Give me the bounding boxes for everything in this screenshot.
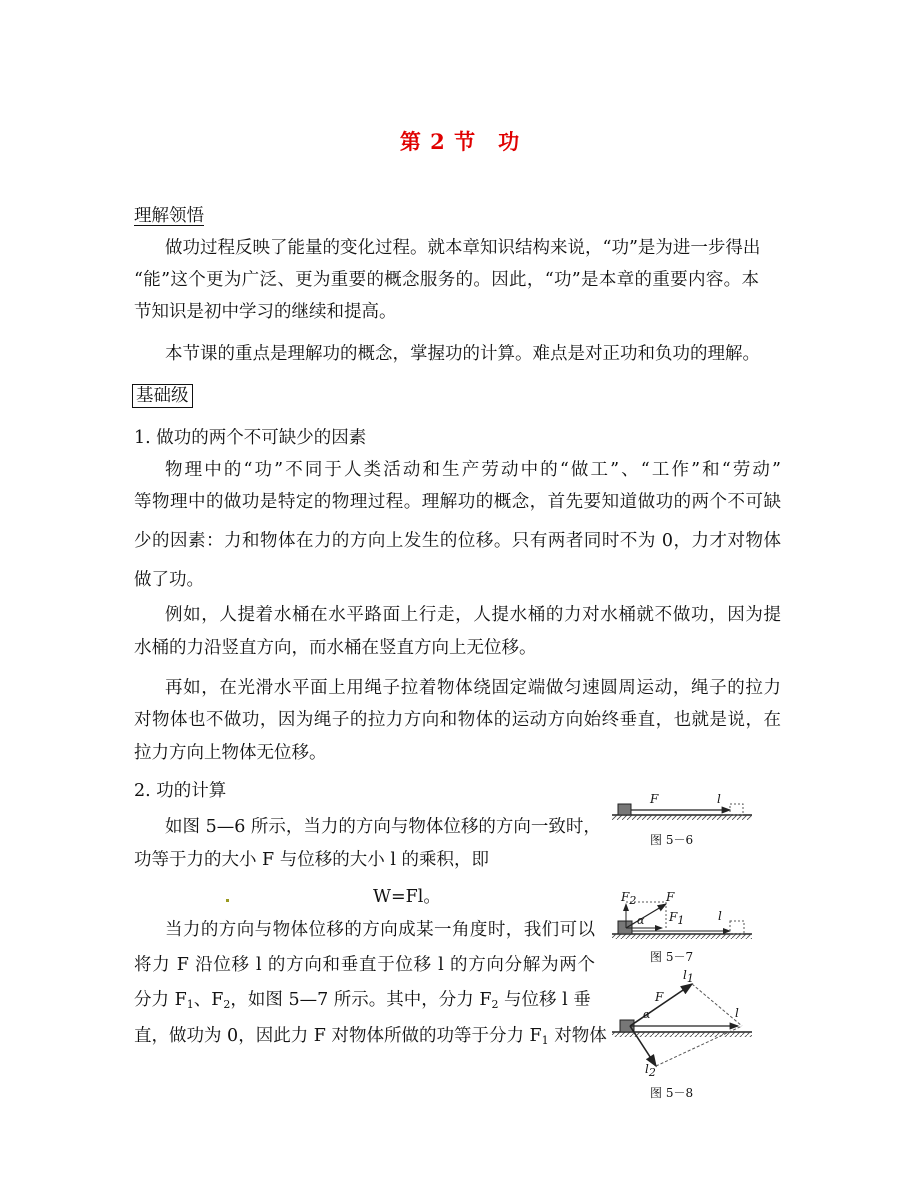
figure-5-6 [612, 792, 757, 847]
paragraph-line: “能”这个更为广泛、更为重要的概念服务的。因此，“功”是本章的重要内容。本 [134, 270, 759, 290]
l1-label: $l_1$ [683, 968, 694, 985]
f2-label: $F_2$ [621, 890, 637, 907]
paragraph-line: 将力 F 沿位移 l 的方向和垂直于位移 l 的方向分解为两个 [134, 955, 595, 975]
speck-mark [226, 899, 229, 902]
page-title: 第 2 节 功 [399, 129, 521, 154]
figure-caption: 图 5－7 [650, 950, 694, 964]
displacement-label: l [735, 1006, 739, 1020]
paragraph-line: 直，做功为 0，因此力 F 对物体所做的功等于分力 $F_1$ 对物体 [134, 1026, 607, 1047]
paragraph-line: 对物体也不做功，因为绳子的拉力方向和物体的运动方向始终垂直，也就是说，在 [134, 710, 781, 730]
displacement-label: l [718, 909, 722, 923]
paragraph-line: 分力 $F_1$、$F_2$，如图 5—7 所示。其中，分力 $F_2$ 与位移 l 垂 [134, 990, 591, 1011]
paragraph-line: 拉力方向上物体无位移。 [134, 743, 327, 763]
figure-caption: 图 5－6 [650, 833, 694, 847]
force-label: F [655, 990, 664, 1004]
angle-label: α [643, 1008, 651, 1021]
figure-5-7 [612, 888, 757, 964]
item2-heading: 2. 功的计算 [134, 781, 227, 801]
paragraph-line: 少的因素：力和物体在力的方向上发生的位移。只有两者同时不为 0，力才对物体 [134, 531, 781, 551]
angle-label: α [637, 914, 645, 927]
level-badge: 基础级 [132, 384, 193, 408]
f1-label: $F_1$ [669, 910, 685, 927]
paragraph-line: 再如，在光滑水平面上用绳子拉着物体绕固定端做匀速圆周运动，绳子的拉力 [165, 678, 781, 698]
item1-heading: 1. 做功的两个不可缺少的因素 [134, 428, 367, 448]
paragraph-line: 做了功。 [134, 570, 204, 590]
formula: W=Fl。 [373, 887, 441, 907]
level-label [132, 384, 193, 408]
paragraph-line: 功等于力的大小 F 与位移的大小 l 的乘积，即 [134, 850, 489, 870]
paragraph-line: 节知识是初中学习的继续和提高。 [134, 302, 397, 322]
figure-5-8 [612, 968, 757, 1100]
paragraph-line: 本节课的重点是理解功的概念，掌握功的计算。难点是对正功和负功的理解。 [165, 344, 760, 364]
force-label: F [650, 792, 659, 806]
paragraph-line: 物理中的“功”不同于人类活动和生产劳动中的“做工”、“工作”和“劳动” [165, 460, 781, 480]
paragraph-line: 等物理中的做功是特定的物理过程。理解功的概念，首先要知道做功的两个不可缺 [134, 492, 781, 512]
paragraph-line: 做功过程反映了能量的变化过程。就本章知识结构来说，“功”是为进一步得出 [165, 238, 761, 258]
section-heading: 理解领悟 [134, 206, 204, 226]
force-label: F [666, 890, 675, 904]
paragraph-line: 当力的方向与物体位移的方向成某一角度时，我们可以 [165, 920, 595, 940]
paragraph-line: 如图 5—6 所示，当力的方向与物体位移的方向一致时， [165, 817, 601, 837]
paragraph-line: 例如，人提着水桶在水平路面上行走，人提水桶的力对水桶就不做功，因为提 [165, 605, 781, 625]
paragraph-line: 水桶的力沿竖直方向，而水桶在竖直方向上无位移。 [134, 638, 537, 658]
displacement-label: l [717, 792, 721, 806]
l2-label: $l_2$ [645, 1062, 656, 1079]
figure-caption: 图 5－8 [650, 1086, 694, 1100]
